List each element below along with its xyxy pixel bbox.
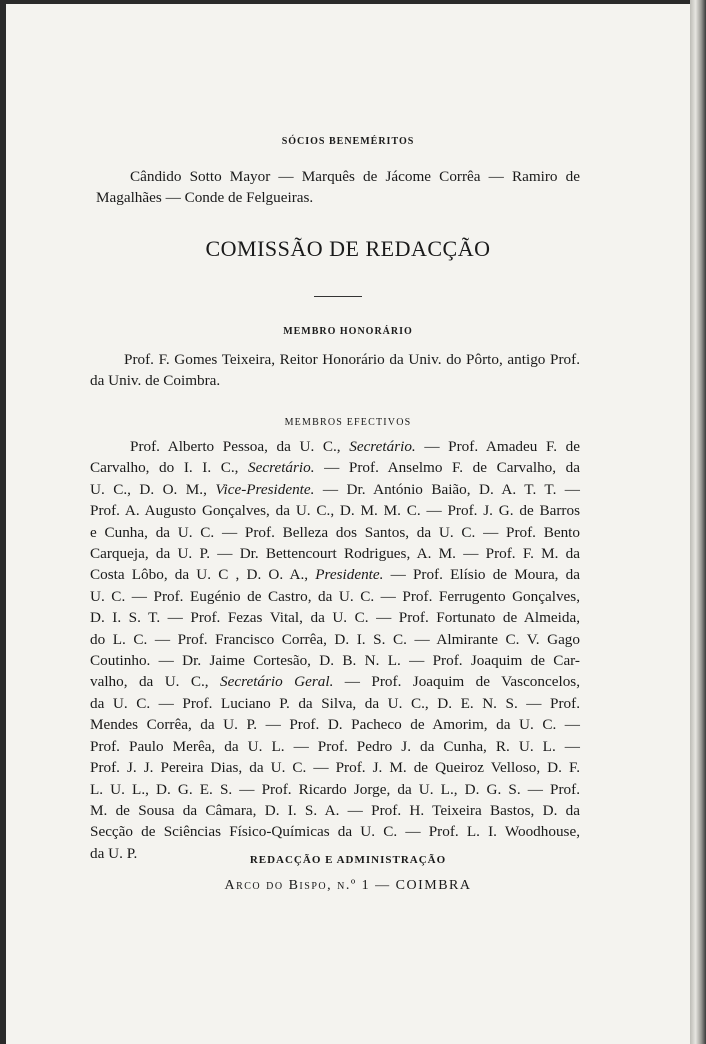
redaccao-heading: REDACÇÃO E ADMINISTRAÇÃO: [249, 854, 447, 866]
efectivos-line: U. C., D. O. M., Vice-Presidente. — Dr. António Baião, D. A. T. T. —: [90, 480, 580, 498]
efectivos-line: L. U. L., D. G. E. S. — Prof. Ricardo Jorge, da U. L., D. G. S. — Prof.: [90, 780, 580, 798]
efectivos-line: Costa Lôbo, da U. C , D. O. A., Presidente. — Prof. Elísio de Moura, da: [90, 566, 580, 584]
socios-text: Cândido Sotto Mayor — Marquês de Jácome Corrêa — Ramiro de Magalhães — Conde de Felgueiras.: [96, 168, 580, 207]
efectivos-line: valho, da U. C., Secretário Geral. — Prof. Joaquim de Vasconcelos,: [90, 673, 580, 691]
socios-heading: SÓCIOS BENEMÉRITOS: [281, 136, 415, 147]
address-text: Arco do Bispo, n.º 1 — COIMBRA: [224, 878, 472, 893]
efectivos-line: Prof. A. Augusto Gonçalves, da U. C., D. M. M. C. — Prof. J. G. de Barros: [90, 502, 580, 520]
efectivos-line: da U. C. — Prof. Luciano P. da Silva, da U. C., D. E. N. S. — Prof.: [90, 694, 580, 712]
efectivos-line: Prof. Paulo Merêa, da U. L. — Prof. Pedro J. da Cunha, R. U. L. —: [90, 737, 580, 755]
efectivos-line: M. de Sousa da Câmara, D. I. S. A. — Prof. H. Teixeira Bastos, D. da: [90, 801, 580, 819]
efectivos-line: D. I. S. T. — Prof. Fezas Vital, da U. C. — Prof. Fortunato de Almeida,: [90, 609, 580, 627]
efectivos-line: Secção de Sciências Físico-Químicas da U. C. — Prof. L. I. Woodhouse,: [90, 823, 580, 841]
document-page: [6, 4, 690, 1044]
efectivos-line: da U. P.: [90, 844, 138, 862]
title-divider: [314, 296, 362, 297]
efectivos-text: [90, 436, 580, 864]
efectivos-line: Coutinho. — Dr. Jaime Cortesão, D. B. N. L. — Prof. Joaquim de Car-: [90, 652, 580, 670]
honorario-heading: MEMBRO HONORÁRIO: [283, 326, 413, 337]
page-edge: [690, 0, 706, 1044]
address: [6, 878, 690, 894]
efectivos-line: U. C. — Prof. Eugénio de Castro, da U. C. — Prof. Ferrugento Gonçalves,: [90, 587, 580, 605]
efectivos-line: e Cunha, da U. C. — Prof. Belleza dos Santos, da U. C. — Prof. Bento: [90, 523, 580, 541]
honorario-text: Prof. F. Gomes Teixeira, Reitor Honorário da Univ. do Pôrto, antigo Prof. da Univ. de Coimbra.: [90, 351, 580, 390]
efectivos-line: Carqueja, da U. P. — Dr. Bettencourt Rodrigues, A. M. — Prof. F. M. da: [90, 545, 580, 563]
efectivos-line: Carvalho, do I. I. C., Secretário. — Prof. Anselmo F. de Carvalho, da: [90, 459, 580, 477]
efectivos-line: do L. C. — Prof. Francisco Corrêa, D. I. S. C. — Almirante C. V. Gago: [90, 630, 580, 648]
efectivos-line: Prof. Alberto Pessoa, da U. C., Secretário. — Prof. Amadeu F. de: [130, 438, 580, 455]
efectivos-heading: MEMBROS EFECTIVOS: [284, 417, 412, 428]
efectivos-line: Mendes Corrêa, da U. P. — Prof. D. Pacheco de Amorim, da U. C. —: [90, 716, 580, 734]
efectivos-line: Prof. J. J. Pereira Dias, da U. C. — Prof. J. M. de Queiroz Velloso, D. F.: [90, 759, 580, 777]
page-title: COMISSÃO DE REDACÇÃO: [205, 236, 491, 261]
